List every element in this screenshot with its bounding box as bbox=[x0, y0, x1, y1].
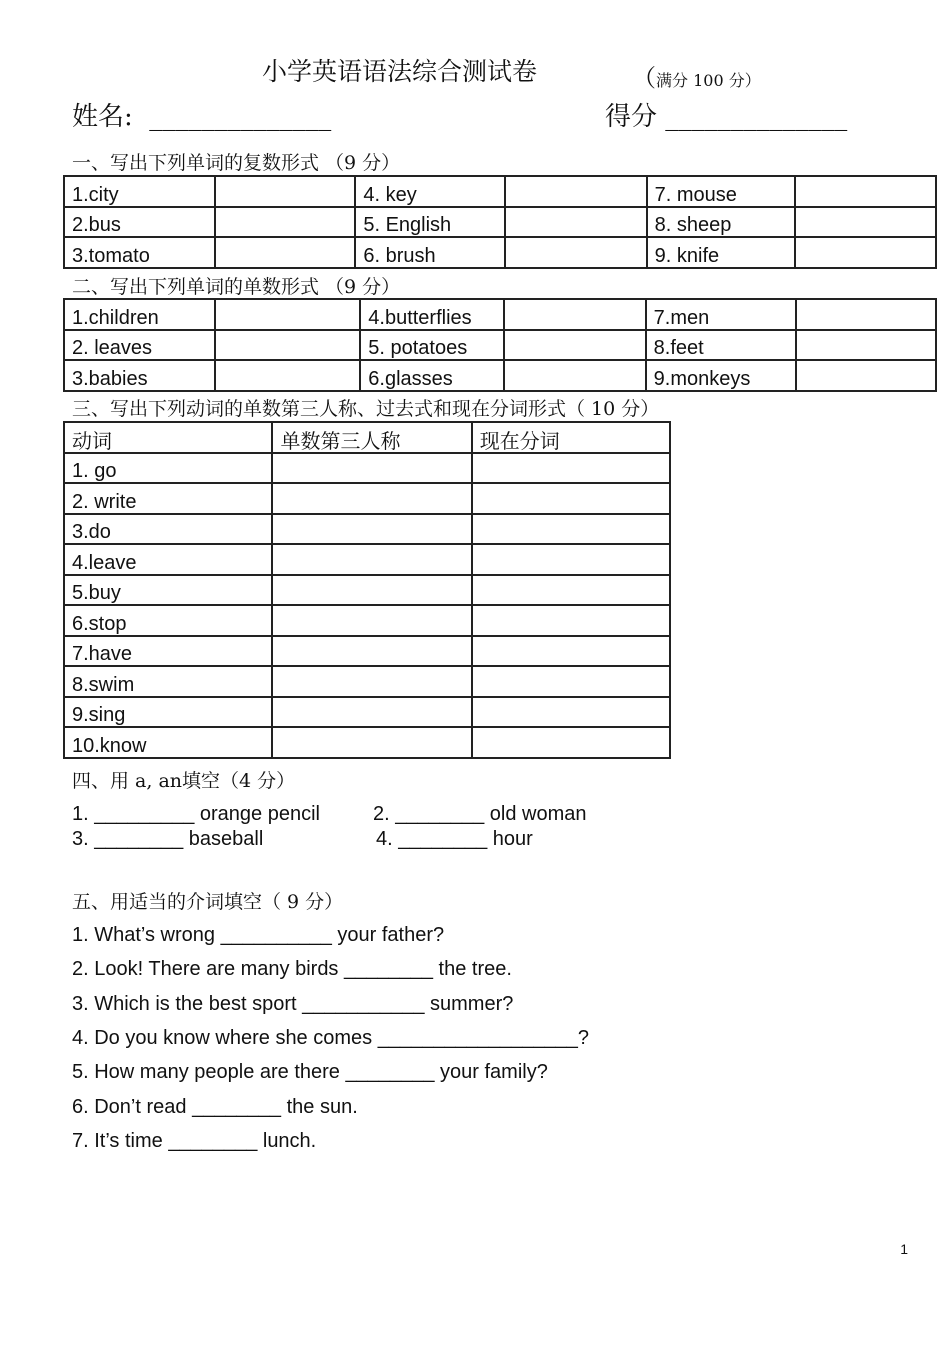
full-score-paren: （ bbox=[632, 64, 656, 92]
answer-cell[interactable] bbox=[272, 483, 471, 514]
answer-cell[interactable] bbox=[272, 636, 471, 667]
table-row bbox=[64, 299, 936, 330]
singular-table bbox=[63, 298, 937, 392]
word-cell: 9.monkeys bbox=[646, 360, 797, 391]
table-row bbox=[64, 207, 936, 238]
word-cell: 4.butterflies bbox=[360, 299, 504, 330]
answer-cell[interactable] bbox=[472, 636, 670, 667]
verb-cell: 2. write bbox=[64, 483, 272, 514]
word-cell: 9. knife bbox=[647, 237, 796, 268]
answer-cell[interactable] bbox=[215, 360, 360, 391]
name-blank: ______________ bbox=[149, 102, 332, 132]
preposition-question[interactable]: 4. Do you know where she comes __________________? bbox=[72, 1027, 590, 1049]
word-cell: 8. sheep bbox=[647, 207, 796, 238]
answer-cell[interactable] bbox=[505, 237, 647, 268]
table-row bbox=[64, 237, 936, 268]
verb-cell: 1. go bbox=[64, 453, 272, 484]
article-question-3[interactable]: 3. ________ baseball bbox=[72, 828, 264, 850]
answer-cell[interactable] bbox=[272, 575, 471, 606]
word-cell: 7. mouse bbox=[647, 176, 796, 207]
column-header: 单数第三人称 bbox=[272, 422, 471, 453]
word-cell: 6.glasses bbox=[360, 360, 504, 391]
verb-cell: 7.have bbox=[64, 636, 272, 667]
section1-heading: 一、写出下列单词的复数形式 （9 分） bbox=[72, 152, 401, 174]
answer-cell[interactable] bbox=[472, 483, 670, 514]
word-cell: 1.city bbox=[64, 176, 215, 207]
score-blank: ______________ bbox=[665, 102, 848, 132]
verb-cell: 6.stop bbox=[64, 605, 272, 636]
table-header-row bbox=[64, 422, 670, 453]
table-row bbox=[64, 575, 670, 606]
answer-cell[interactable] bbox=[505, 207, 647, 238]
word-cell: 4. key bbox=[355, 176, 505, 207]
preposition-question[interactable]: 2. Look! There are many birds ________ the tree. bbox=[72, 958, 512, 980]
section2-heading: 二、写出下列单词的单数形式 （9 分） bbox=[72, 276, 401, 298]
name-field[interactable] bbox=[72, 96, 331, 133]
preposition-question[interactable]: 5. How many people are there ________ your family? bbox=[72, 1061, 548, 1083]
section4-heading: 四、用 a, an填空（4 分） bbox=[72, 770, 296, 792]
answer-cell[interactable] bbox=[272, 666, 471, 697]
word-cell: 5. English bbox=[355, 207, 505, 238]
answer-cell[interactable] bbox=[215, 207, 356, 238]
word-cell: 2. leaves bbox=[64, 330, 215, 361]
article-question-2[interactable]: 2. ________ old woman bbox=[373, 803, 587, 825]
full-score-note bbox=[632, 58, 761, 93]
answer-cell[interactable] bbox=[472, 727, 670, 758]
answer-cell[interactable] bbox=[795, 207, 936, 238]
verb-cell: 3.do bbox=[64, 514, 272, 545]
verb-cell: 5.buy bbox=[64, 575, 272, 606]
answer-cell[interactable] bbox=[472, 514, 670, 545]
answer-cell[interactable] bbox=[796, 330, 936, 361]
preposition-question[interactable]: 6. Don’t read ________ the sun. bbox=[72, 1096, 358, 1118]
answer-cell[interactable] bbox=[272, 697, 471, 728]
word-cell: 8.feet bbox=[646, 330, 797, 361]
table-row bbox=[64, 514, 670, 545]
answer-cell[interactable] bbox=[215, 299, 360, 330]
answer-cell[interactable] bbox=[504, 299, 646, 330]
score-field[interactable] bbox=[605, 96, 847, 133]
table-row bbox=[64, 636, 670, 667]
word-cell: 2.bus bbox=[64, 207, 215, 238]
verb-cell: 10.know bbox=[64, 727, 272, 758]
table-row bbox=[64, 330, 936, 361]
page-number: 1 bbox=[900, 1241, 908, 1257]
answer-cell[interactable] bbox=[472, 575, 670, 606]
verb-cell: 4.leave bbox=[64, 544, 272, 575]
name-label: 姓名: bbox=[72, 102, 133, 132]
table-row bbox=[64, 544, 670, 575]
preposition-question[interactable]: 3. Which is the best sport ___________ summer? bbox=[72, 993, 514, 1015]
answer-cell[interactable] bbox=[472, 544, 670, 575]
full-score-text: 满分 100 分） bbox=[656, 71, 761, 90]
table-row bbox=[64, 605, 670, 636]
answer-cell[interactable] bbox=[796, 360, 936, 391]
table-row bbox=[64, 666, 670, 697]
answer-cell[interactable] bbox=[472, 605, 670, 636]
table-row bbox=[64, 360, 936, 391]
preposition-question[interactable]: 7. It’s time ________ lunch. bbox=[72, 1130, 317, 1152]
table-row bbox=[64, 453, 670, 484]
article-question-1[interactable]: 1. _________ orange pencil bbox=[72, 803, 320, 825]
answer-cell[interactable] bbox=[215, 237, 356, 268]
answer-cell[interactable] bbox=[272, 453, 471, 484]
answer-cell[interactable] bbox=[504, 330, 646, 361]
answer-cell[interactable] bbox=[504, 360, 646, 391]
word-cell: 3.tomato bbox=[64, 237, 215, 268]
page-title: 小学英语语法综合测试卷 bbox=[262, 57, 538, 86]
answer-cell[interactable] bbox=[795, 237, 936, 268]
table-row bbox=[64, 176, 936, 207]
answer-cell[interactable] bbox=[795, 176, 936, 207]
answer-cell[interactable] bbox=[272, 514, 471, 545]
table-row bbox=[64, 697, 670, 728]
answer-cell[interactable] bbox=[472, 453, 670, 484]
plural-table bbox=[63, 175, 937, 269]
answer-cell[interactable] bbox=[272, 544, 471, 575]
answer-cell[interactable] bbox=[472, 666, 670, 697]
word-cell: 1.children bbox=[64, 299, 215, 330]
table-row bbox=[64, 727, 670, 758]
answer-cell[interactable] bbox=[505, 176, 647, 207]
verb-forms-table bbox=[63, 421, 671, 759]
answer-cell[interactable] bbox=[215, 330, 360, 361]
column-header: 现在分词 bbox=[472, 422, 670, 453]
word-cell: 3.babies bbox=[64, 360, 215, 391]
article-question-4[interactable]: 4. ________ hour bbox=[376, 828, 533, 850]
column-header: 动词 bbox=[64, 422, 272, 453]
verb-cell: 8.swim bbox=[64, 666, 272, 697]
word-cell: 6. brush bbox=[355, 237, 505, 268]
verb-cell: 9.sing bbox=[64, 697, 272, 728]
word-cell: 5. potatoes bbox=[360, 330, 504, 361]
table-row bbox=[64, 483, 670, 514]
score-label: 得分 bbox=[605, 102, 658, 132]
answer-cell[interactable] bbox=[215, 176, 356, 207]
section3-heading: 三、写出下列动词的单数第三人称、过去式和现在分词形式（ 10 分） bbox=[72, 398, 660, 420]
section5-heading: 五、用适当的介词填空（ 9 分） bbox=[72, 891, 344, 913]
word-cell: 7.men bbox=[646, 299, 797, 330]
preposition-question[interactable]: 1. What’s wrong __________ your father? bbox=[72, 924, 445, 946]
answer-cell[interactable] bbox=[472, 697, 670, 728]
answer-cell[interactable] bbox=[796, 299, 936, 330]
answer-cell[interactable] bbox=[272, 605, 471, 636]
answer-cell[interactable] bbox=[272, 727, 471, 758]
